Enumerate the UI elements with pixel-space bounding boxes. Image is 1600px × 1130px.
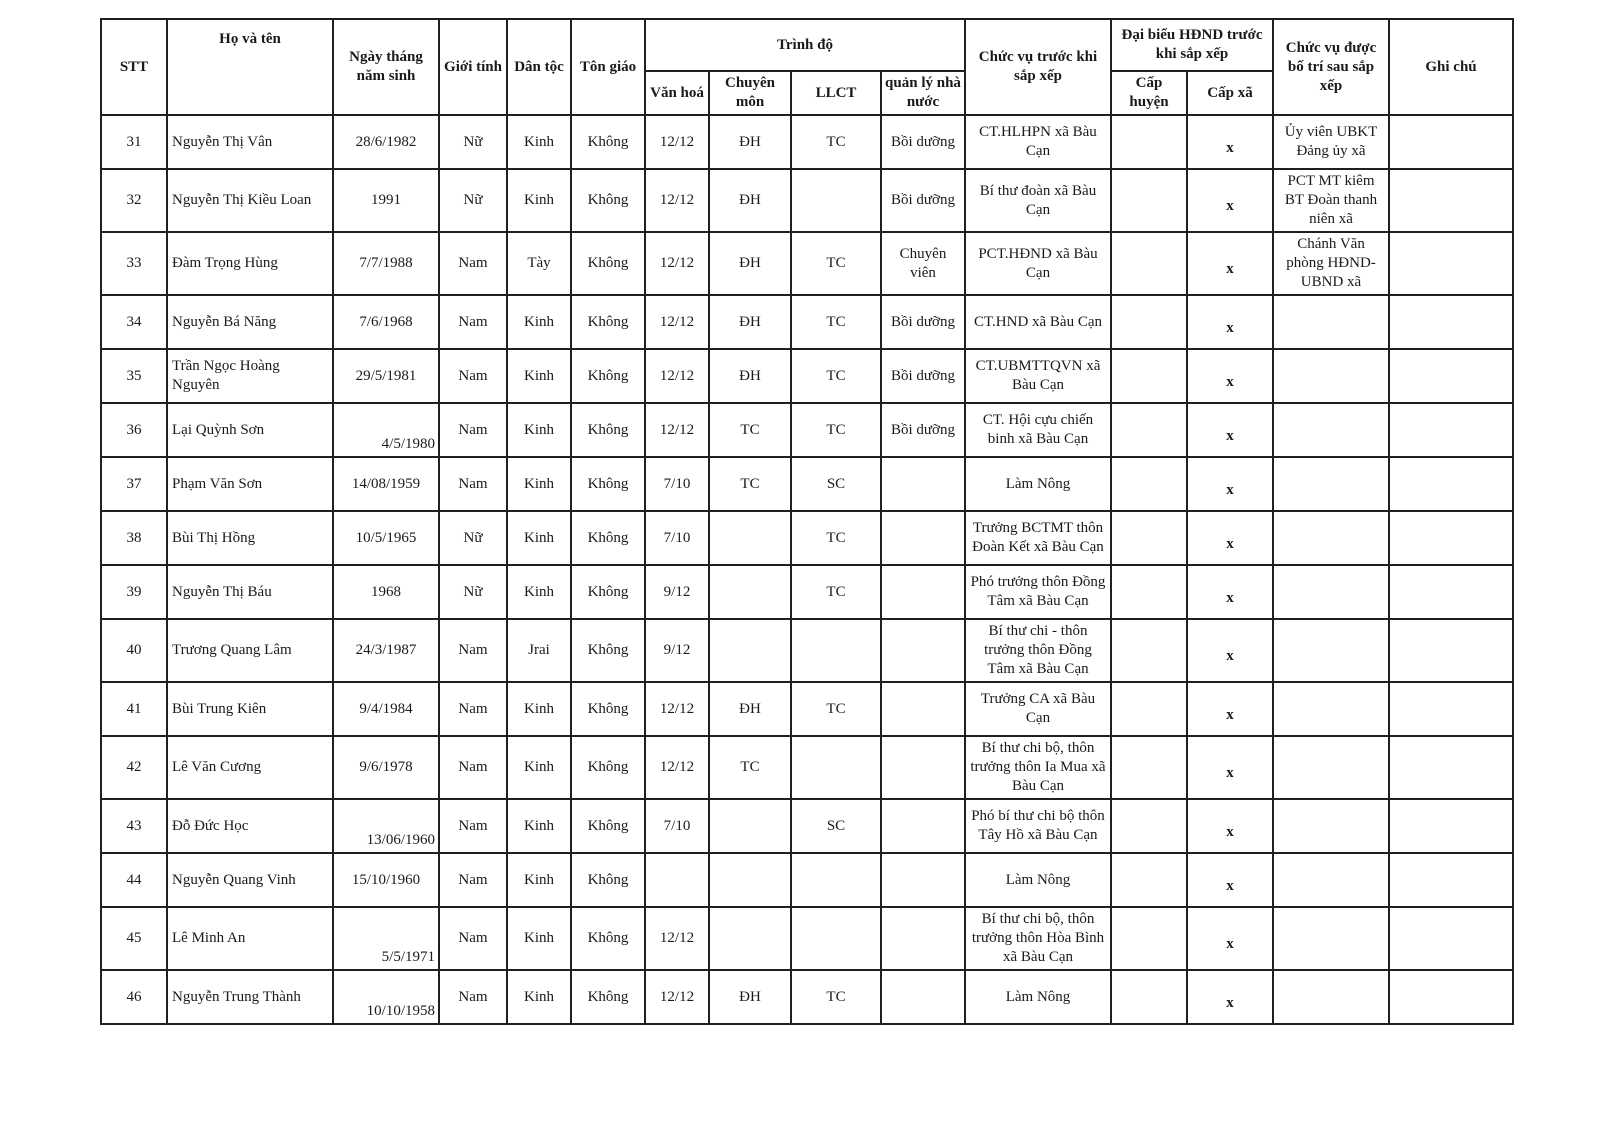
- cell-religion: Không: [571, 565, 645, 619]
- cell-politics: TC: [791, 970, 881, 1024]
- cell-stt: 41: [101, 682, 167, 736]
- cell-state-mgmt: Chuyên viên: [881, 232, 965, 295]
- cell-note: [1389, 349, 1513, 403]
- cell-stt: 36: [101, 403, 167, 457]
- cell-specialty: [709, 853, 791, 907]
- table-row: [101, 115, 1513, 169]
- cell-culture: 12/12: [645, 232, 709, 295]
- cell-dob: 10/10/1958: [333, 970, 439, 1024]
- cell-position-after: [1273, 511, 1389, 565]
- cell-specialty: [709, 907, 791, 970]
- cell-ethnic: Kinh: [507, 511, 571, 565]
- header-commune: Cấp xã: [1187, 71, 1273, 115]
- cell-district: [1111, 907, 1187, 970]
- cell-note: [1389, 853, 1513, 907]
- cell-gender: Nam: [439, 907, 507, 970]
- cell-culture: 12/12: [645, 403, 709, 457]
- cell-note: [1389, 295, 1513, 349]
- cell-state-mgmt: [881, 565, 965, 619]
- cell-politics: SC: [791, 457, 881, 511]
- cell-state-mgmt: [881, 736, 965, 799]
- cell-gender: Nam: [439, 853, 507, 907]
- cell-gender: Nam: [439, 232, 507, 295]
- cell-specialty: ĐH: [709, 169, 791, 232]
- cell-commune: x: [1187, 853, 1273, 907]
- cell-religion: Không: [571, 907, 645, 970]
- cell-note: [1389, 736, 1513, 799]
- cell-state-mgmt: Bồi dưỡng: [881, 115, 965, 169]
- cell-note: [1389, 169, 1513, 232]
- cell-stt: 32: [101, 169, 167, 232]
- cell-district: [1111, 565, 1187, 619]
- cell-state-mgmt: [881, 853, 965, 907]
- cell-specialty: ĐH: [709, 970, 791, 1024]
- cell-name: Nguyễn Bá Năng: [167, 295, 333, 349]
- cell-state-mgmt: [881, 511, 965, 565]
- table-row: [101, 736, 1513, 799]
- cell-position-before: CT.HND xã Bàu Cạn: [965, 295, 1111, 349]
- cell-position-after: PCT MT kiêm BT Đoàn thanh niên xã: [1273, 169, 1389, 232]
- table-row: [101, 682, 1513, 736]
- cell-position-before: Phó trưởng thôn Đồng Tâm xã Bàu Cạn: [965, 565, 1111, 619]
- header-specialty: Chuyên môn: [709, 71, 791, 115]
- cell-culture: 12/12: [645, 907, 709, 970]
- cell-politics: TC: [791, 349, 881, 403]
- header-row: [101, 19, 1513, 71]
- cell-culture: 7/10: [645, 511, 709, 565]
- cell-ethnic: Kinh: [507, 457, 571, 511]
- cell-gender: Nữ: [439, 511, 507, 565]
- cell-name: Lê Minh An: [167, 907, 333, 970]
- header-note: Ghi chú: [1389, 19, 1513, 115]
- cell-district: [1111, 115, 1187, 169]
- cell-ethnic: Kinh: [507, 970, 571, 1024]
- cell-district: [1111, 457, 1187, 511]
- cell-district: [1111, 511, 1187, 565]
- cell-name: Nguyễn Thị Báu: [167, 565, 333, 619]
- cell-dob: 24/3/1987: [333, 619, 439, 682]
- cell-culture: 9/12: [645, 565, 709, 619]
- cell-district: [1111, 169, 1187, 232]
- header-name: Họ và tên: [167, 19, 333, 115]
- cell-name: Lại Quỳnh Sơn: [167, 403, 333, 457]
- cell-gender: Nam: [439, 403, 507, 457]
- table-row: [101, 565, 1513, 619]
- cell-gender: Nam: [439, 457, 507, 511]
- cell-stt: 44: [101, 853, 167, 907]
- cell-dob: 29/5/1981: [333, 349, 439, 403]
- cell-specialty: [709, 565, 791, 619]
- cell-name: Nguyễn Thị Vân: [167, 115, 333, 169]
- cell-name: Đàm Trọng Hùng: [167, 232, 333, 295]
- cell-state-mgmt: [881, 799, 965, 853]
- cell-politics: TC: [791, 115, 881, 169]
- cell-culture: 12/12: [645, 169, 709, 232]
- header-position-after: Chức vụ được bố trí sau sắp xếp: [1273, 19, 1389, 115]
- cell-ethnic: Jrai: [507, 619, 571, 682]
- cell-position-after: [1273, 907, 1389, 970]
- cell-gender: Nữ: [439, 115, 507, 169]
- table-row: [101, 970, 1513, 1024]
- table-row: [101, 349, 1513, 403]
- cell-commune: x: [1187, 295, 1273, 349]
- cell-note: [1389, 457, 1513, 511]
- cell-dob: 10/5/1965: [333, 511, 439, 565]
- cell-name: Phạm Văn Sơn: [167, 457, 333, 511]
- cell-district: [1111, 403, 1187, 457]
- cell-district: [1111, 232, 1187, 295]
- cell-position-before: Trưởng BCTMT thôn Đoàn Kết xã Bàu Cạn: [965, 511, 1111, 565]
- table-row: [101, 907, 1513, 970]
- cell-state-mgmt: Bồi dưỡng: [881, 295, 965, 349]
- table-row: [101, 232, 1513, 295]
- cell-dob: 1968: [333, 565, 439, 619]
- cell-commune: x: [1187, 565, 1273, 619]
- cell-dob: 15/10/1960: [333, 853, 439, 907]
- cell-state-mgmt: [881, 682, 965, 736]
- cell-dob: 4/5/1980: [333, 403, 439, 457]
- table-row: [101, 403, 1513, 457]
- cell-specialty: ĐH: [709, 682, 791, 736]
- cell-religion: Không: [571, 799, 645, 853]
- cell-stt: 33: [101, 232, 167, 295]
- cell-culture: 12/12: [645, 115, 709, 169]
- cell-state-mgmt: [881, 457, 965, 511]
- cell-politics: TC: [791, 511, 881, 565]
- cell-note: [1389, 403, 1513, 457]
- cell-position-after: [1273, 295, 1389, 349]
- cell-commune: x: [1187, 511, 1273, 565]
- cell-politics: TC: [791, 295, 881, 349]
- cell-politics: TC: [791, 403, 881, 457]
- cell-culture: 12/12: [645, 970, 709, 1024]
- cell-politics: [791, 907, 881, 970]
- cell-district: [1111, 349, 1187, 403]
- cell-state-mgmt: Bồi dưỡng: [881, 169, 965, 232]
- cell-politics: [791, 853, 881, 907]
- cell-note: [1389, 511, 1513, 565]
- cell-note: [1389, 565, 1513, 619]
- cell-politics: [791, 736, 881, 799]
- cell-position-before: Làm Nông: [965, 970, 1111, 1024]
- cell-stt: 31: [101, 115, 167, 169]
- cell-note: [1389, 115, 1513, 169]
- cell-religion: Không: [571, 736, 645, 799]
- cell-district: [1111, 736, 1187, 799]
- cell-state-mgmt: Bồi dưỡng: [881, 349, 965, 403]
- cell-gender: Nam: [439, 619, 507, 682]
- cell-commune: x: [1187, 403, 1273, 457]
- cell-district: [1111, 970, 1187, 1024]
- cell-note: [1389, 232, 1513, 295]
- cell-stt: 38: [101, 511, 167, 565]
- header-dob: Ngày tháng năm sinh: [333, 19, 439, 115]
- cell-position-before: Trưởng CA xã Bàu Cạn: [965, 682, 1111, 736]
- cell-ethnic: Kinh: [507, 736, 571, 799]
- cell-dob: 9/6/1978: [333, 736, 439, 799]
- cell-religion: Không: [571, 457, 645, 511]
- table-row: [101, 169, 1513, 232]
- cell-ethnic: Kinh: [507, 403, 571, 457]
- cell-name: Đỗ Đức Học: [167, 799, 333, 853]
- cell-stt: 37: [101, 457, 167, 511]
- cell-name: Nguyễn Thị Kiều Loan: [167, 169, 333, 232]
- cell-specialty: ĐH: [709, 349, 791, 403]
- cell-note: [1389, 799, 1513, 853]
- cell-ethnic: Kinh: [507, 349, 571, 403]
- table-row: [101, 457, 1513, 511]
- cell-ethnic: Kinh: [507, 682, 571, 736]
- cell-name: Bùi Thị Hồng: [167, 511, 333, 565]
- cell-position-after: Chánh Văn phòng HĐND-UBND xã: [1273, 232, 1389, 295]
- cell-ethnic: Kinh: [507, 295, 571, 349]
- cell-gender: Nam: [439, 736, 507, 799]
- cell-stt: 40: [101, 619, 167, 682]
- table-row: [101, 853, 1513, 907]
- cell-culture: 9/12: [645, 619, 709, 682]
- cell-note: [1389, 619, 1513, 682]
- table-row: [101, 295, 1513, 349]
- cell-state-mgmt: [881, 970, 965, 1024]
- cell-dob: 5/5/1971: [333, 907, 439, 970]
- cell-specialty: TC: [709, 457, 791, 511]
- cell-specialty: [709, 511, 791, 565]
- cell-dob: 14/08/1959: [333, 457, 439, 511]
- cell-politics: TC: [791, 682, 881, 736]
- header-politics: LLCT: [791, 71, 881, 115]
- cell-culture: 7/10: [645, 457, 709, 511]
- cell-culture: 12/12: [645, 682, 709, 736]
- cell-religion: Không: [571, 682, 645, 736]
- cell-religion: Không: [571, 853, 645, 907]
- cell-specialty: TC: [709, 736, 791, 799]
- cell-position-after: [1273, 736, 1389, 799]
- cell-dob: 1991: [333, 169, 439, 232]
- cell-state-mgmt: [881, 619, 965, 682]
- cell-ethnic: Kinh: [507, 115, 571, 169]
- cell-commune: x: [1187, 619, 1273, 682]
- header-religion: Tôn giáo: [571, 19, 645, 115]
- cell-commune: x: [1187, 169, 1273, 232]
- cell-commune: x: [1187, 457, 1273, 511]
- cell-culture: 12/12: [645, 736, 709, 799]
- cell-politics: TC: [791, 232, 881, 295]
- header-district: Cấp huyện: [1111, 71, 1187, 115]
- cell-position-before: Làm Nông: [965, 853, 1111, 907]
- cell-politics: [791, 169, 881, 232]
- cell-religion: Không: [571, 295, 645, 349]
- header-education: Trình độ: [645, 19, 965, 71]
- cell-dob: 7/6/1968: [333, 295, 439, 349]
- cell-religion: Không: [571, 169, 645, 232]
- cell-position-before: CT.HLHPN xã Bàu Cạn: [965, 115, 1111, 169]
- cell-commune: x: [1187, 232, 1273, 295]
- cell-position-before: Phó bí thư chi bộ thôn Tây Hồ xã Bàu Cạn: [965, 799, 1111, 853]
- cell-position-before: CT.UBMTTQVN xã Bàu Cạn: [965, 349, 1111, 403]
- cell-name: Trần Ngọc Hoàng Nguyên: [167, 349, 333, 403]
- cell-position-before: Bí thư chi - thôn trưởng thôn Đồng Tâm xã Bàu Cạn: [965, 619, 1111, 682]
- cell-position-before: Bí thư chi bộ, thôn trưởng thôn Ia Mua xã Bàu Cạn: [965, 736, 1111, 799]
- cell-gender: Nữ: [439, 169, 507, 232]
- cell-position-before: CT. Hội cựu chiến binh xã Bàu Cạn: [965, 403, 1111, 457]
- cell-state-mgmt: Bồi dưỡng: [881, 403, 965, 457]
- cell-stt: 46: [101, 970, 167, 1024]
- cell-gender: Nữ: [439, 565, 507, 619]
- cell-politics: SC: [791, 799, 881, 853]
- cell-commune: x: [1187, 349, 1273, 403]
- cell-position-before: Làm Nông: [965, 457, 1111, 511]
- cell-culture: 7/10: [645, 799, 709, 853]
- cell-dob: 7/7/1988: [333, 232, 439, 295]
- cell-stt: 35: [101, 349, 167, 403]
- header-state-mgmt: quản lý nhà nước: [881, 71, 965, 115]
- cell-gender: Nam: [439, 349, 507, 403]
- cell-position-before: Bí thư chi bộ, thôn trưởng thôn Hòa Bình xã Bàu Cạn: [965, 907, 1111, 970]
- cell-commune: x: [1187, 736, 1273, 799]
- cell-specialty: [709, 619, 791, 682]
- cell-religion: Không: [571, 349, 645, 403]
- cell-note: [1389, 907, 1513, 970]
- header-position-before: Chức vụ trước khi sắp xếp: [965, 19, 1111, 115]
- header-ethnic: Dân tộc: [507, 19, 571, 115]
- cell-name: Bùi Trung Kiên: [167, 682, 333, 736]
- cell-position-after: [1273, 799, 1389, 853]
- cell-commune: x: [1187, 970, 1273, 1024]
- cell-dob: 9/4/1984: [333, 682, 439, 736]
- cell-specialty: ĐH: [709, 232, 791, 295]
- table-row: [101, 619, 1513, 682]
- cell-stt: 34: [101, 295, 167, 349]
- cell-specialty: [709, 799, 791, 853]
- cell-dob: 13/06/1960: [333, 799, 439, 853]
- cell-culture: [645, 853, 709, 907]
- cell-stt: 42: [101, 736, 167, 799]
- cell-stt: 43: [101, 799, 167, 853]
- cell-ethnic: Kinh: [507, 169, 571, 232]
- cell-note: [1389, 970, 1513, 1024]
- cell-position-after: Ủy viên UBKT Đảng ủy xã: [1273, 115, 1389, 169]
- cell-stt: 39: [101, 565, 167, 619]
- cell-religion: Không: [571, 619, 645, 682]
- cell-culture: 12/12: [645, 295, 709, 349]
- cell-position-after: [1273, 619, 1389, 682]
- cell-name: Nguyễn Quang Vinh: [167, 853, 333, 907]
- cell-district: [1111, 853, 1187, 907]
- cell-religion: Không: [571, 403, 645, 457]
- table-body: [101, 115, 1513, 1024]
- cell-name: Trương Quang Lâm: [167, 619, 333, 682]
- cell-position-before: Bí thư đoàn xã Bàu Cạn: [965, 169, 1111, 232]
- cell-district: [1111, 619, 1187, 682]
- cell-district: [1111, 295, 1187, 349]
- cell-gender: Nam: [439, 799, 507, 853]
- cell-position-after: [1273, 682, 1389, 736]
- cell-commune: x: [1187, 115, 1273, 169]
- table-row: [101, 799, 1513, 853]
- header-culture: Văn hoá: [645, 71, 709, 115]
- cell-politics: [791, 619, 881, 682]
- cell-ethnic: Kinh: [507, 853, 571, 907]
- header-delegate: Đại biểu HĐND trước khi sắp xếp: [1111, 19, 1273, 71]
- cell-gender: Nam: [439, 295, 507, 349]
- cell-religion: Không: [571, 511, 645, 565]
- cell-specialty: ĐH: [709, 295, 791, 349]
- cell-stt: 45: [101, 907, 167, 970]
- cell-specialty: TC: [709, 403, 791, 457]
- cell-ethnic: Kinh: [507, 799, 571, 853]
- cell-position-after: [1273, 565, 1389, 619]
- cell-position-after: [1273, 349, 1389, 403]
- cell-specialty: ĐH: [709, 115, 791, 169]
- cell-commune: x: [1187, 682, 1273, 736]
- cell-position-after: [1273, 403, 1389, 457]
- personnel-table: [100, 18, 1514, 1025]
- cell-religion: Không: [571, 970, 645, 1024]
- cell-dob: 28/6/1982: [333, 115, 439, 169]
- cell-position-after: [1273, 970, 1389, 1024]
- cell-culture: 12/12: [645, 349, 709, 403]
- cell-religion: Không: [571, 232, 645, 295]
- header-gender: Giới tính: [439, 19, 507, 115]
- cell-gender: Nam: [439, 970, 507, 1024]
- cell-name: Lê Văn Cương: [167, 736, 333, 799]
- cell-commune: x: [1187, 907, 1273, 970]
- header-stt: STT: [101, 19, 167, 115]
- cell-state-mgmt: [881, 907, 965, 970]
- cell-commune: x: [1187, 799, 1273, 853]
- cell-position-after: [1273, 853, 1389, 907]
- cell-name: Nguyễn Trung Thành: [167, 970, 333, 1024]
- cell-politics: TC: [791, 565, 881, 619]
- cell-district: [1111, 682, 1187, 736]
- cell-position-before: PCT.HĐND xã Bàu Cạn: [965, 232, 1111, 295]
- cell-position-after: [1273, 457, 1389, 511]
- cell-district: [1111, 799, 1187, 853]
- cell-note: [1389, 682, 1513, 736]
- cell-ethnic: Kinh: [507, 565, 571, 619]
- cell-gender: Nam: [439, 682, 507, 736]
- cell-religion: Không: [571, 115, 645, 169]
- cell-ethnic: Kinh: [507, 907, 571, 970]
- table-row: [101, 511, 1513, 565]
- cell-ethnic: Tày: [507, 232, 571, 295]
